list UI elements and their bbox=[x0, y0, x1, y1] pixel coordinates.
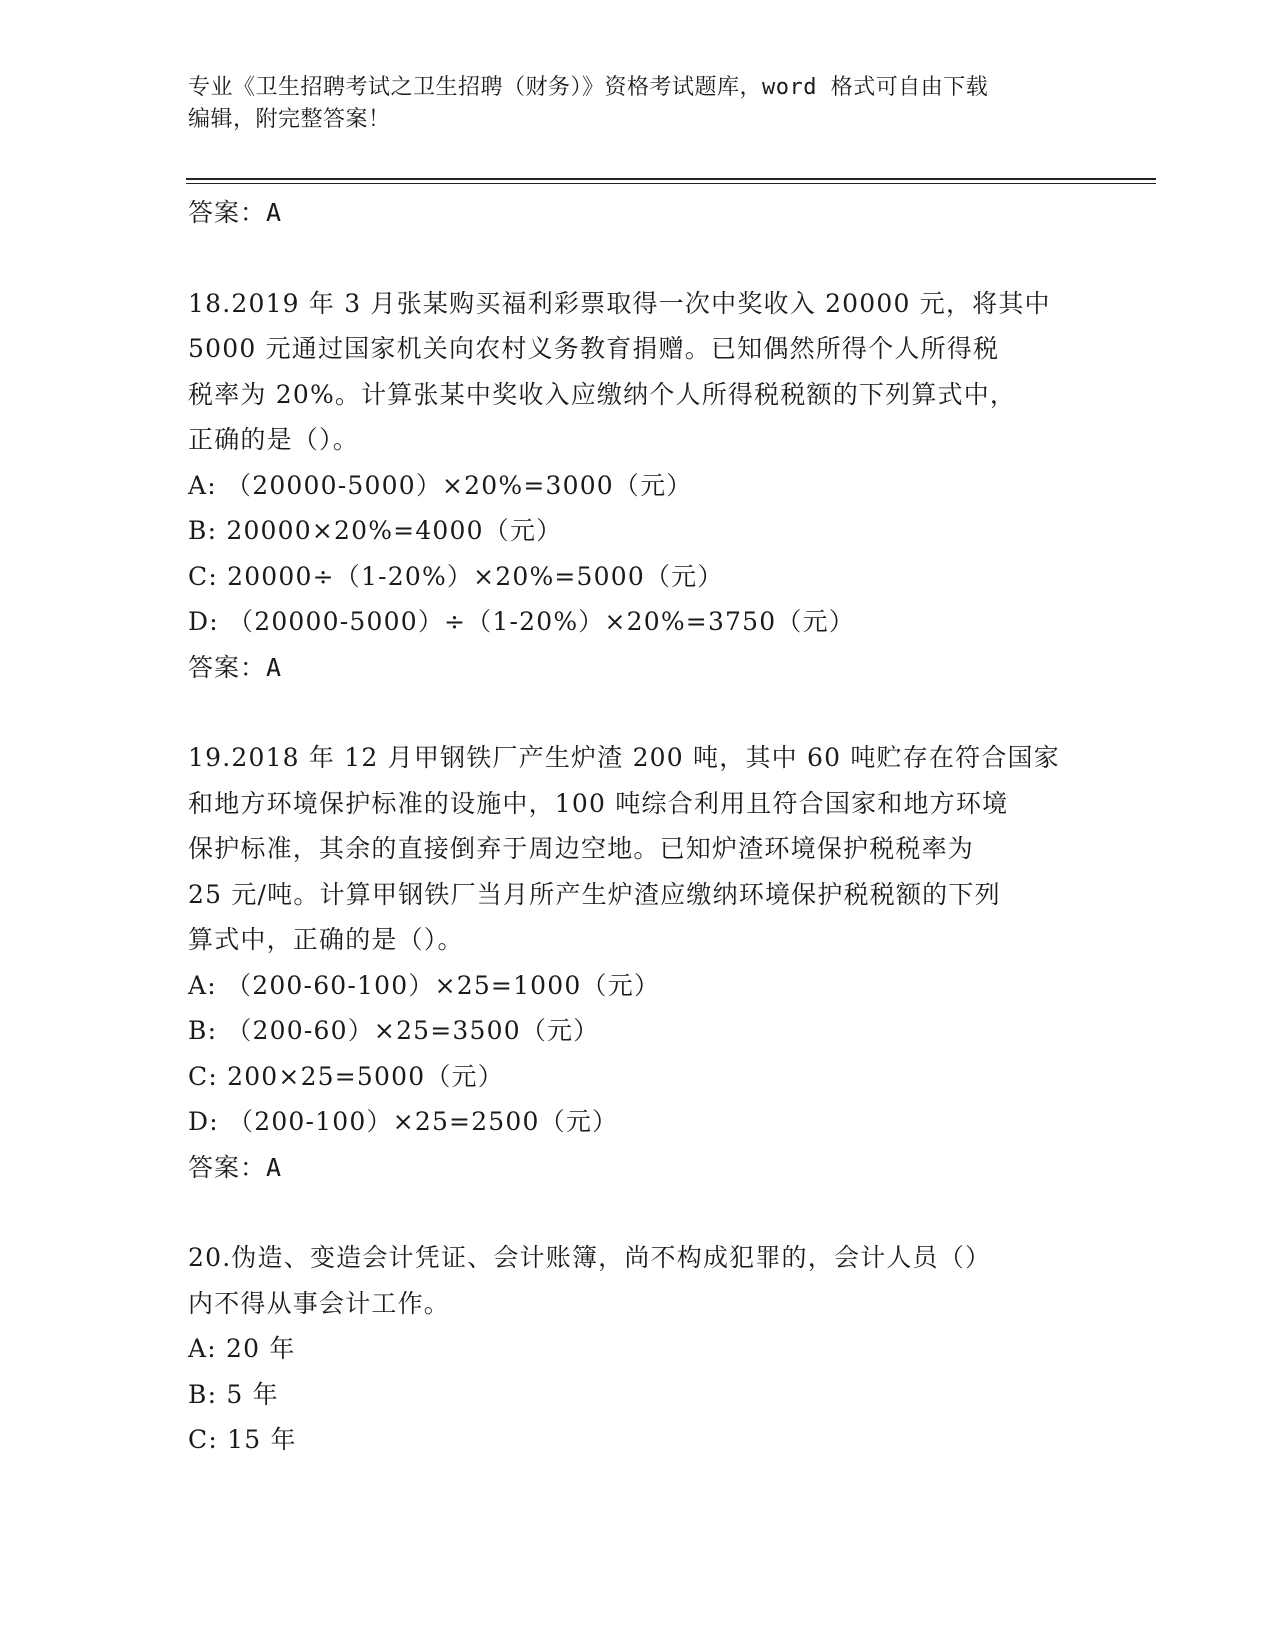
question-18-option-b: B: 20000×20%=4000（元） bbox=[188, 516, 563, 545]
question-18-line-2: 5000 元通过国家机关向农村义务教育捐赠。已知偶然所得个人所得税 bbox=[188, 334, 1000, 363]
spacer bbox=[188, 690, 1088, 735]
question-18-answer: 答案：A bbox=[188, 652, 283, 682]
question-18-option-c: C: 20000÷（1-20%）×20%=5000（元） bbox=[188, 561, 724, 591]
question-20-option-b: B: 5 年 bbox=[188, 1379, 279, 1409]
question-19-option-d: D: （200-100）×25=2500（元） bbox=[188, 1107, 619, 1136]
question-19-answer: 答案：A bbox=[188, 1152, 283, 1182]
question-18-line-4: 正确的是（）。 bbox=[188, 425, 359, 454]
question-19-option-b: B: （200-60）×25=3500（元） bbox=[188, 1016, 600, 1045]
question-19-line-4: 25 元/吨。计算甲钢铁厂当月所产生炉渣应缴纳环境保护税税额的下列 bbox=[188, 879, 1001, 909]
header-line-1: 专业《卫生招聘考试之卫生招聘（财务）》资格考试题库，word 格式可自由下载 bbox=[188, 75, 989, 100]
question-18-line-1: 18.2019 年 3 月张某购买福利彩票取得一次中奖收入 20000 元，将其中 bbox=[188, 288, 1051, 318]
question-19-line-5: 算式中，正确的是（）。 bbox=[188, 925, 464, 954]
header-line-2: 编辑，附完整答案！ bbox=[188, 107, 391, 132]
question-20-option-c: C: 15 年 bbox=[188, 1425, 297, 1454]
question-18-line-3: 税率为 20%。计算张某中奖收入应缴纳个人所得税税额的下列算式中， bbox=[188, 379, 1017, 409]
question-18-option-d: D: （20000-5000）÷（1-20%）×20%=3750（元） bbox=[188, 607, 855, 636]
header-rule-thick bbox=[186, 178, 1156, 180]
question-20-option-a: A: 20 年 bbox=[188, 1334, 296, 1363]
previous-answer: 答案：A bbox=[188, 198, 283, 227]
question-19-line-2: 和地方环境保护标准的设施中，100 吨综合利用且符合国家和地方环境 bbox=[188, 788, 1009, 818]
question-19 bbox=[188, 735, 1088, 1190]
question-20 bbox=[188, 1235, 1088, 1463]
header-rule-thin bbox=[186, 183, 1156, 184]
question-18-option-a: A: （20000-5000）×20%=3000（元） bbox=[188, 470, 693, 500]
question-19-option-a: A: （200-60-100）×25=1000（元） bbox=[188, 970, 661, 1000]
question-19-option-c: C: 200×25=5000（元） bbox=[188, 1061, 504, 1091]
question-19-line-3: 保护标准，其余的直接倒弃于周边空地。已知炉渣环境保护税税率为 bbox=[188, 834, 975, 863]
question-content bbox=[188, 190, 1088, 1463]
spacer bbox=[188, 1190, 1088, 1235]
spacer bbox=[188, 236, 1088, 281]
question-18 bbox=[188, 281, 1088, 691]
question-19-line-1: 19.2018 年 12 月甲钢铁厂产生炉渣 200 吨，其中 60 吨贮存在符合国家 bbox=[188, 743, 1060, 772]
question-20-line-1: 20.伪造、变造会计凭证、会计账簿，尚不构成犯罪的，会计人员（） bbox=[188, 1243, 992, 1272]
question-20-line-2: 内不得从事会计工作。 bbox=[188, 1288, 451, 1318]
header-note bbox=[188, 72, 1088, 136]
